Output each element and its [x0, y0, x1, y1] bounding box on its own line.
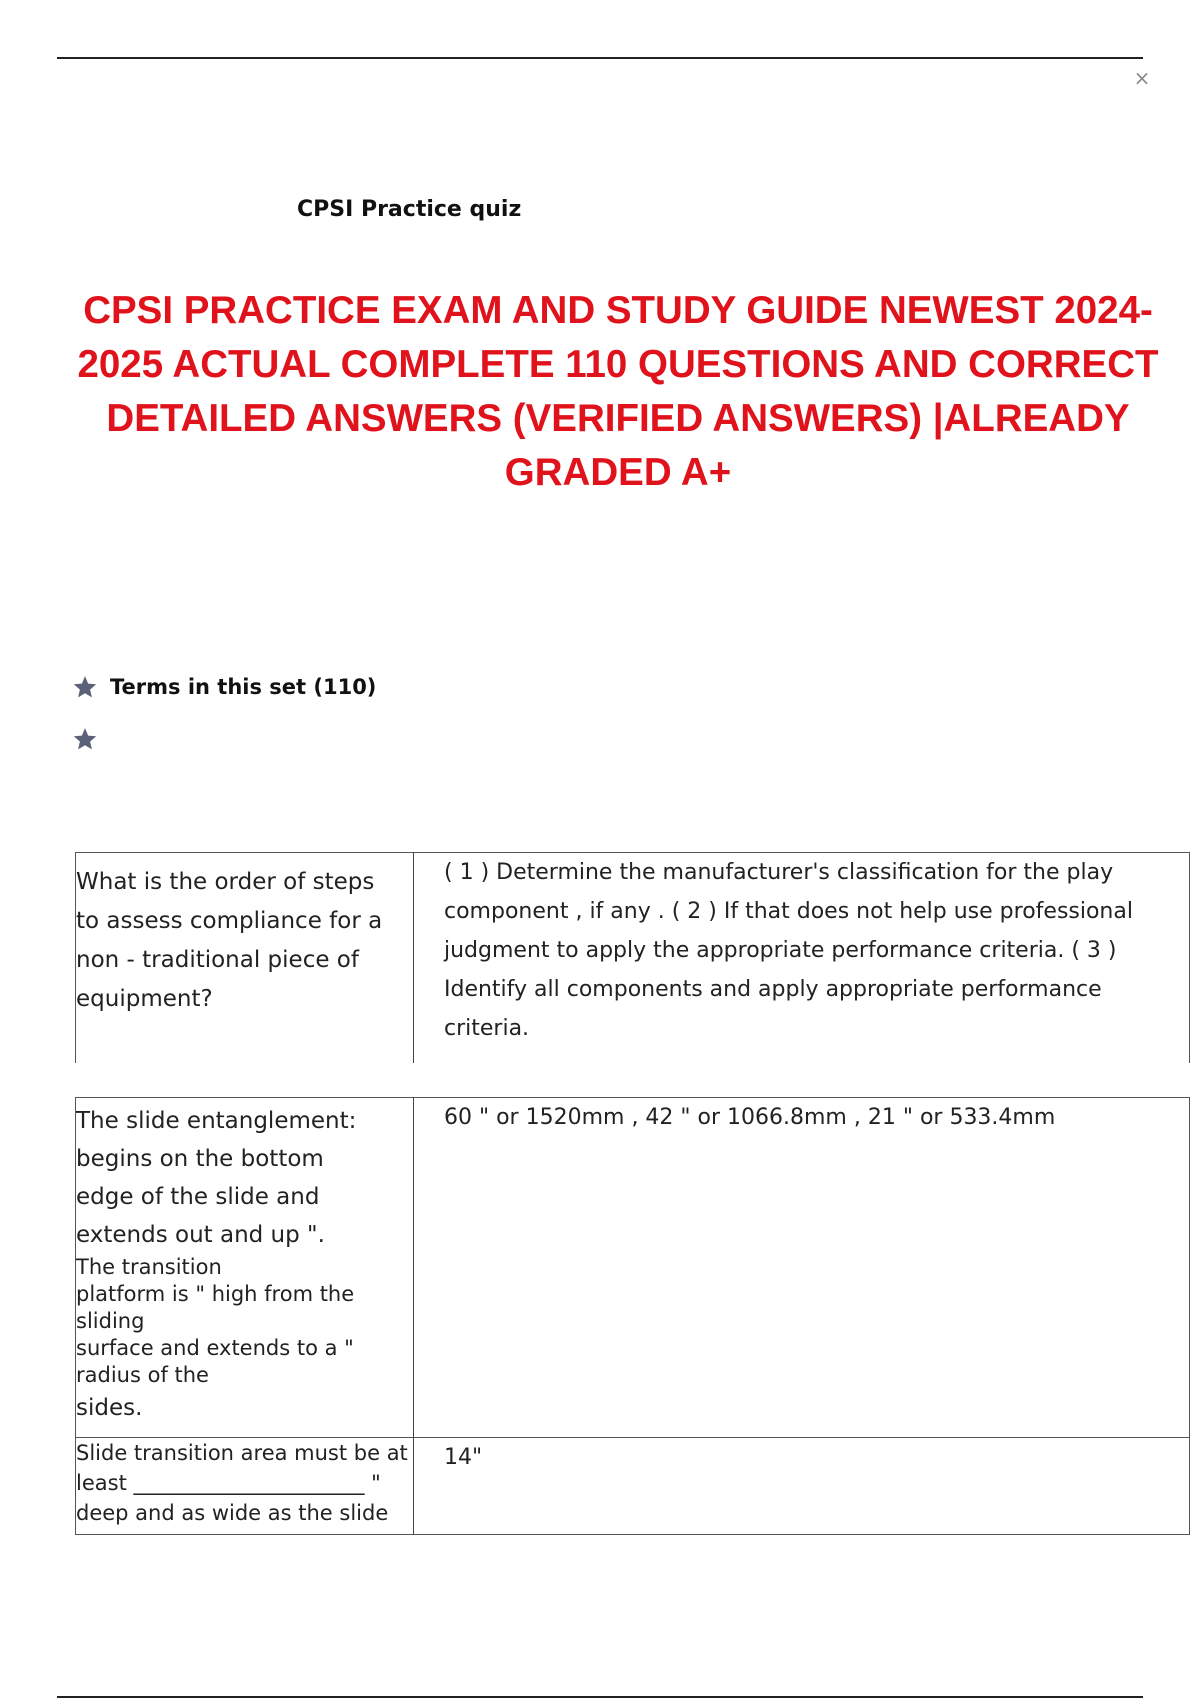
terms-count-label: Terms in this set (110): [110, 675, 377, 699]
answer-text: 14": [444, 1445, 483, 1470]
question-text: What is the order of steps to assess compliance for a non - traditional piece of equipment?: [76, 869, 383, 1012]
answer-cell: [414, 853, 1190, 1064]
heading-line: GRADED A+: [504, 451, 732, 494]
flashcard-table: [75, 852, 1190, 1063]
heading-line: 2025 ACTUAL COMPLETE 110 QUESTIONS AND CORRECT: [77, 343, 1159, 386]
table-row: [76, 853, 1190, 1064]
answer-text: 60 " or 1520mm , 42 " or 1066.8mm , 21 " or 533.4mm: [444, 1105, 1056, 1130]
question-text: sides.: [76, 1395, 143, 1421]
star-icon[interactable]: [72, 674, 98, 700]
question-text: The slide entanglement: begins on the bottom edge of the slide and extends out and up ".: [76, 1108, 357, 1248]
flashcard-table: [75, 1097, 1190, 1535]
bottom-divider: [57, 1696, 1143, 1698]
terms-header: [72, 671, 376, 703]
heading-line: CPSI PRACTICE EXAM AND STUDY GUIDE NEWEST 2024-: [83, 289, 1153, 332]
answer-cell: [414, 1098, 1190, 1438]
question-cell: [76, 1098, 414, 1438]
table-row: [76, 1438, 1190, 1535]
top-divider: [57, 57, 1143, 59]
answer-cell: [414, 1438, 1190, 1535]
star-icon[interactable]: [72, 726, 98, 752]
quiz-title: CPSI Practice quiz: [297, 197, 522, 222]
question-text: The transition platform is " high from the sliding surface and extends to a " radius of the: [76, 1255, 355, 1387]
answer-text: ( 1 ) Determine the manufacturer's classification for the play component , if any . ( 2 ) If that does not help use professional judgment to apply the appropriate performance criteria. ( 3 ) Identify all components and apply appropriate performance criteria.: [444, 860, 1133, 1041]
document-heading: [66, 284, 1170, 500]
question-text: Slide transition area must be at least ______________________ " deep and as wide as the slide: [76, 1441, 408, 1525]
question-cell: [76, 853, 414, 1064]
heading-line: DETAILED ANSWERS (VERIFIED ANSWERS) |ALREADY: [106, 397, 1130, 440]
table-row: [76, 1098, 1190, 1438]
question-cell: [76, 1438, 414, 1535]
close-icon[interactable]: ×: [1133, 66, 1151, 90]
